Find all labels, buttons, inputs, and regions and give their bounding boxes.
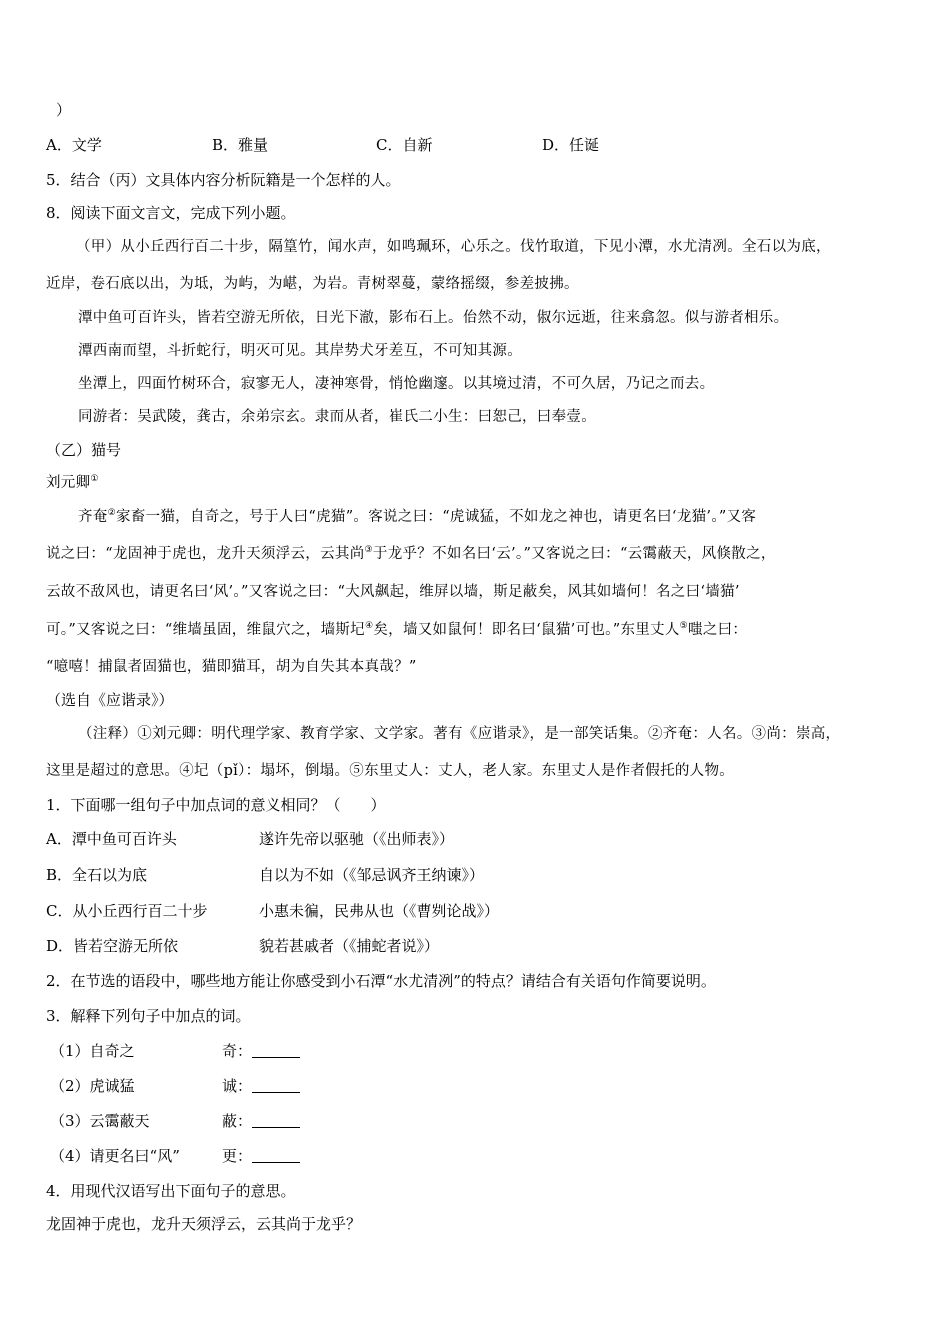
answer-blank[interactable] [252,1148,300,1163]
yi-title: （乙）猫号 [46,441,122,459]
yi-line-3: 云故不敌风也，请更名曰‘风’。”又客说之曰：“大风飙起，维屏以墙，斯足蔽矣，风其如墙何！名之曰‘墙猫’ [46,584,740,600]
sub-question-1-stem: 1．下面哪一组句子中加点词的意义相同？（ ） [46,796,386,814]
yi-source: （选自《应谐录》） [46,691,174,709]
yi-line-1: 齐奄②家畜一猫，自奇之，号于人曰“虎猫”。客说之曰：“虎诚猛，不如龙之神也，请更名曰‘龙猫’。”又客 [78,508,757,525]
yi-line-5: “噫嘻！捕鼠者固猫也，猫即猫耳，胡为自失其本真哉？” [46,659,417,675]
jia-paragraph-4: 坐潭上，四面竹树环合，寂寥无人，凄神寒骨，悄怆幽邃。以其境过清，不可久居，乃记之而去。 [78,376,715,392]
sub-question-4-stem: 4．用现代汉语写出下面句子的意思。 [46,1182,296,1200]
q4-option-a: A．文学 [46,136,102,154]
question-5: 5．结合（丙）文具体内容分析阮籍是一个怎样的人。 [46,171,401,189]
answer-blank[interactable] [252,1043,300,1058]
yi-line-4: 可。”又客说之曰：“维墙虽固，维鼠穴之，墙斯圮④矣，墙又如鼠何！即名曰‘鼠猫’可也。”东里丈人⑤嗤之曰： [46,621,748,638]
answer-blank[interactable] [252,1113,300,1128]
jia-paragraph-2: 潭中鱼可百许头，皆若空游无所依，日光下澈，影布石上。佁然不动，俶尔远逝，往来翕忽。似与游者相乐。 [78,310,789,326]
yi-line-2: 说之曰：“龙固神于虎也，龙升天须浮云，云其尚③于龙乎？不如名曰‘云’。”又客说之曰：“云霭蔽天，风倏散之， [46,545,776,562]
sub-question-4-sentence: 龙固神于虎也，龙升天须浮云，云其尚于龙乎？ [46,1215,362,1233]
jia-paragraph-1-line-2: 近岸，卷石底以出，为坻，为屿，为嵁，为岩。青树翠蔓，蒙络摇缀，参差披拂。 [46,276,579,292]
notes-line-2: 这里是超过的意思。④圮（pǐ）：塌坏，倒塌。⑤东里丈人：丈人，老人家。东里丈人是作者假托的人物。 [46,763,735,779]
jia-paragraph-3: 潭西南而望，斗折蛇行，明灭可见。其岸势犬牙差互，不可知其源。 [78,343,522,359]
q4-option-b: B．雅量 [212,136,269,154]
closing-paren: ） [56,101,72,119]
q4-option-d: D．任诞 [542,136,600,154]
notes-line-1: （注释）①刘元卿：明代理学家、教育学家、文学家。著有《应谐录》，是一部笑话集。②齐奄：人名。③尚：崇高， [78,726,841,742]
question-8-heading: 8．阅读下面文言文，完成下列小题。 [46,204,296,222]
sub-question-3-stem: 3．解释下列句子中加点的词。 [46,1007,251,1025]
sub-question-2: 2．在节选的语段中，哪些地方能让你感受到小石潭“水尤清冽”的特点？请结合有关语句作简要说明。 [46,972,716,990]
jia-paragraph-1-line-1: （甲）从小丘西行百二十步，隔篁竹，闻水声，如鸣珮环，心乐之。伐竹取道，下见小潭，水尤清冽。全石以为底， [76,239,831,255]
jia-paragraph-5: 同游者：吴武陵，龚古，余弟宗玄。隶而从者，崔氏二小生：曰恕己，曰奉壹。 [78,409,596,425]
document-page: ） A．文学 B．雅量 C．自新 D．任诞 5．结合（丙）文具体内容分析阮籍是一个怎样的人。 8．阅读下面文言文，完成下列小题。 （甲）从小丘西行百二十步，隔篁竹，闻水声，如鸣珮环，心乐之。伐竹取道，下见小潭，水尤清冽。全石以为底， 近岸，卷石底以出，为坻，为屿，为嵁，为岩。青树翠蔓，蒙络摇缀，参差披拂。 潭中鱼可百许头，皆若空游无所依，日光下澈，影布石上。佁然不动，俶尔远逝，往来翕忽。似与游者相乐。 潭西南而望，斗折蛇行，明灭可见。其岸势犬牙差互，不可知其源。 坐潭上，四面竹树环合，寂寥无人，凄神寒骨，悄怆幽邃。以其境过清，不可久居，乃记之而去。 同游者：吴武陵，龚古，余弟宗玄。隶而从者，崔氏二小生：曰恕己，曰奉壹。 （乙）猫号 刘元卿① 齐奄②家畜一猫，自奇之，号于人曰“虎猫”。客说之曰：“虎诚猛，不如龙之神也，请更名曰‘龙猫’。”又客 说之曰：“龙固神于虎也，龙升天须浮云，云其尚③于龙乎？不如名曰‘云’。”又客说之曰：“云霭蔽天，风倏散之， 云故不敌风也，请更名曰‘风’。”又客说之曰：“大风飙起，维屏以墙，斯足蔽矣，风其如墙何！名之曰‘墙猫’ 可。”又客说之曰：“维墙虽固，维鼠穴之，墙斯圮④矣，墙又如鼠何！即名曰‘鼠猫’可也。”东里丈人⑤嗤之曰： “噫嘻！捕鼠者固猫也，猫即猫耳，胡为自失其本真哉？” （选自《应谐录》） （注释）①刘元卿：明代理学家、教育学家、文学家。著有《应谐录》，是一部笑话集。②齐奄：人名。③尚：崇高， 这里是超过的意思。④圮（pǐ）：塌坏，倒塌。⑤东里丈人：丈人，老人家。东里丈人是作者假托的人物。 1．下面哪一组句子中加点词的意义相同？（ ） A．潭中鱼可百许头 遂许先帝以驱驰（《出师表》） B．全石以为底 自以为不如（《邹忌讽齐王纳谏》） C．从小丘西行百二十步 小惠未徧，民弗从也（《曹刿论战》） D．皆若空游无所依 貌若甚戚者（《捕蛇者说》） 2．在节选的语段中，哪些地方能让你感受到小石潭“水尤清冽”的特点？请结合有关语句作简要说明。 3．解释下列句子中加点的词。 （1）自奇之 奇： （2）虎诚猛 诚： （3）云霭蔽天 蔽： （4）请更名曰“风” 更： 4．用现代汉语写出下面句子的意思。 龙固神于虎也，龙升天须浮云，云其尚于龙乎？ [46,101,841,1233]
yi-author: 刘元卿① [46,474,99,491]
q4-option-c: C．自新 [376,136,433,154]
answer-blank[interactable] [252,1078,300,1093]
